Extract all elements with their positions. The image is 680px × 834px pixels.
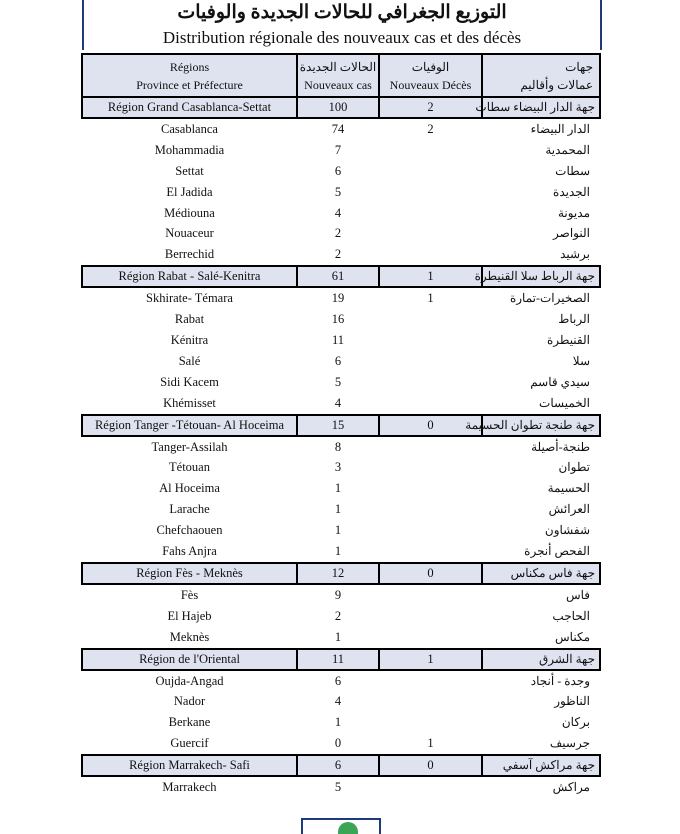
region-cases: 15 <box>297 415 379 436</box>
province-deaths <box>379 584 482 606</box>
province-deaths <box>379 309 482 330</box>
province-name-arabic: الحاجب <box>552 608 590 623</box>
region-name-arabic: جهة مراكش آسفي <box>482 755 600 776</box>
province-name-arabic: الرباط <box>558 312 590 327</box>
province-cases: 11 <box>331 332 345 347</box>
header-new-cases <box>297 54 379 97</box>
province-name: Salé <box>178 353 201 368</box>
province-name-arabic: سطات <box>555 163 590 178</box>
page-title-arabic: التوزيع الجغرافي للحالات الجديدة والوفيات <box>177 2 507 23</box>
province-cases: 7 <box>334 142 342 157</box>
header-regions-line1: Régions <box>169 59 210 74</box>
header-new-deaths-fr: Nouveaux Décès <box>389 77 472 92</box>
province-name-arabic: برشيد <box>560 247 590 262</box>
region-cases: 100 <box>297 97 379 118</box>
province-row <box>82 436 600 458</box>
province-row <box>82 520 600 541</box>
province-row <box>82 478 600 499</box>
province-name: Casablanca <box>161 121 218 136</box>
region-row <box>82 415 600 436</box>
province-name-arabic: مكناس <box>555 629 590 644</box>
province-name: Sidi Kacem <box>160 374 219 389</box>
province-cases: 0 <box>334 736 342 751</box>
province-row <box>82 372 600 393</box>
region-name: Région Marrakech- Safi <box>82 755 297 776</box>
province-cases: 5 <box>334 780 342 795</box>
header-regions <box>82 54 297 97</box>
header-regions-ar-line1: جهات <box>565 59 593 74</box>
province-row <box>82 140 600 161</box>
province-name: Nador <box>173 694 206 709</box>
province-deaths <box>379 203 482 224</box>
province-name: Berrechid <box>164 247 215 262</box>
province-name: Marrakech <box>162 780 217 795</box>
province-name-arabic: جرسيف <box>549 736 590 751</box>
province-name-arabic: الحسيمة <box>547 481 590 496</box>
region-deaths: 2 <box>379 97 482 118</box>
region-deaths: 0 <box>379 415 482 436</box>
province-name: Settat <box>175 163 204 178</box>
province-name-arabic: الدار البيضاء <box>530 121 590 136</box>
province-row <box>82 203 600 224</box>
region-name: Région de l'Oriental <box>82 649 297 670</box>
province-name: Tétouan <box>169 460 210 475</box>
province-name-arabic: الفحص أنجرة <box>524 543 590 558</box>
province-name-arabic: وجدة - أنجاد <box>530 673 590 688</box>
title-box <box>82 0 602 50</box>
province-deaths <box>379 776 482 798</box>
province-row <box>82 330 600 351</box>
province-row <box>82 541 600 563</box>
header-new-cases-fr: Nouveaux cas <box>304 77 372 92</box>
region-row <box>82 97 600 118</box>
province-row <box>82 733 600 755</box>
province-row <box>82 670 600 692</box>
region-name-arabic: جهة فاس مكناس <box>482 563 600 584</box>
province-name: Khémisset <box>163 395 216 410</box>
province-name: Rabat <box>174 312 205 327</box>
region-cases: 11 <box>297 649 379 670</box>
province-name: Mohammadia <box>154 142 225 157</box>
province-deaths <box>379 330 482 351</box>
header-regions-line2: Province et Préfecture <box>136 77 243 92</box>
province-row <box>82 691 600 712</box>
header-regions-arabic <box>482 54 600 97</box>
province-row <box>82 244 600 266</box>
province-name: Nouaceur <box>165 226 214 241</box>
province-row <box>82 584 600 606</box>
province-name-arabic: مديونة <box>557 205 590 220</box>
region-row <box>82 755 600 776</box>
province-cases: 4 <box>334 395 342 410</box>
province-row <box>82 393 600 415</box>
province-name-arabic: الخميسات <box>539 395 590 410</box>
province-name-arabic: القنيطرة <box>546 332 590 347</box>
province-name: Meknès <box>169 629 210 644</box>
province-row <box>82 776 600 798</box>
region-cases: 12 <box>297 563 379 584</box>
region-deaths: 0 <box>379 755 482 776</box>
province-row <box>82 118 600 140</box>
province-name-arabic: طنجة-أصيلة <box>531 439 590 454</box>
province-deaths: 2 <box>427 121 434 136</box>
province-row <box>82 457 600 478</box>
province-row <box>82 712 600 733</box>
province-cases: 1 <box>334 523 342 538</box>
province-cases: 9 <box>334 587 342 602</box>
province-name-arabic: سلا <box>572 353 590 368</box>
province-cases: 5 <box>334 184 342 199</box>
province-deaths <box>379 457 482 478</box>
header-new-deaths <box>379 54 482 97</box>
region-name: Région Grand Casablanca-Settat <box>82 97 297 118</box>
region-cases: 61 <box>297 266 379 287</box>
province-cases: 1 <box>334 715 342 730</box>
province-row <box>82 606 600 627</box>
province-cases: 2 <box>334 247 342 262</box>
region-deaths: 1 <box>379 266 482 287</box>
province-cases: 6 <box>334 163 342 178</box>
province-name-arabic: الجديدة <box>553 184 590 199</box>
province-deaths <box>379 161 482 182</box>
province-name: Berkane <box>168 715 211 730</box>
distribution-table <box>81 53 601 798</box>
region-row <box>82 563 600 584</box>
province-name-arabic: بركان <box>561 715 590 730</box>
province-deaths <box>379 670 482 692</box>
province-deaths <box>379 606 482 627</box>
table-header-row <box>82 54 600 97</box>
province-cases: 6 <box>334 353 342 368</box>
province-deaths <box>379 393 482 415</box>
province-deaths <box>379 351 482 372</box>
province-deaths <box>379 182 482 203</box>
header-regions-ar-line2: عمالات وأقاليم <box>520 77 593 92</box>
province-name-arabic: مراكش <box>552 780 590 795</box>
province-cases: 19 <box>331 291 345 306</box>
province-cases: 74 <box>331 121 345 136</box>
region-deaths: 1 <box>379 649 482 670</box>
province-row <box>82 161 600 182</box>
province-row <box>82 309 600 330</box>
province-cases: 8 <box>334 439 342 454</box>
province-name: Fahs Anjra <box>162 543 217 558</box>
province-cases: 1 <box>334 502 342 517</box>
header-new-deaths-ar: الوفيات <box>411 59 450 74</box>
region-name-arabic: جهة الدار البيضاء سطات <box>482 97 600 118</box>
region-name: Région Fès - Meknès <box>82 563 297 584</box>
province-row <box>82 223 600 244</box>
province-name: Médiouna <box>164 205 215 220</box>
province-cases: 16 <box>331 312 345 327</box>
province-deaths <box>379 541 482 563</box>
province-name-arabic: سيدي قاسم <box>530 374 590 389</box>
province-name: Larache <box>169 502 210 517</box>
page-title-french: Distribution régionale des nouveaux cas et des décès <box>162 28 522 47</box>
province-name: Oujda-Angad <box>155 673 224 688</box>
region-name-arabic: جهة طنجة تطوان الحسيمة <box>482 415 600 436</box>
province-deaths <box>379 627 482 649</box>
region-name-arabic: جهة الشرق <box>482 649 600 670</box>
province-deaths <box>379 140 482 161</box>
region-name-arabic: جهة الرباط سلا القنيطرة <box>482 266 600 287</box>
table-body <box>82 97 600 798</box>
province-cases: 4 <box>334 694 342 709</box>
province-name-arabic: الناظور <box>554 694 590 709</box>
province-name: Chefchaouen <box>156 523 223 538</box>
province-deaths <box>379 499 482 520</box>
province-name-arabic: العرائش <box>548 502 590 517</box>
province-name: Al Hoceima <box>159 481 220 496</box>
province-cases: 4 <box>334 205 342 220</box>
province-cases: 1 <box>334 543 342 558</box>
province-row <box>82 182 600 203</box>
province-row <box>82 499 600 520</box>
province-cases: 2 <box>334 608 342 623</box>
footer-logo <box>301 818 381 834</box>
province-name: Guercif <box>170 736 209 751</box>
header-new-cases-ar: الحالات الجديدة <box>299 59 377 74</box>
province-row <box>82 287 600 309</box>
province-deaths <box>379 436 482 458</box>
province-name: Kénitra <box>170 332 209 347</box>
region-name: Région Tanger -Tétouan- Al Hoceima <box>82 415 297 436</box>
region-row <box>82 649 600 670</box>
province-cases: 5 <box>334 374 342 389</box>
province-name: Tanger-Assilah <box>151 439 228 454</box>
province-cases: 3 <box>334 460 342 475</box>
province-name: Skhirate- Témara <box>146 291 233 306</box>
province-deaths <box>379 478 482 499</box>
province-cases: 1 <box>334 629 342 644</box>
region-name: Région Rabat - Salé-Kenitra <box>82 266 297 287</box>
region-row <box>82 266 600 287</box>
province-deaths <box>379 691 482 712</box>
province-name-arabic: شفشاون <box>544 523 590 538</box>
province-cases: 1 <box>334 481 342 496</box>
province-deaths <box>379 244 482 266</box>
province-deaths: 1 <box>427 291 434 306</box>
province-name: El Jadida <box>166 184 213 199</box>
province-deaths: 1 <box>427 736 434 751</box>
province-cases: 6 <box>334 673 342 688</box>
province-name-arabic: النواصر <box>553 226 590 241</box>
province-deaths <box>379 520 482 541</box>
region-cases: 6 <box>297 755 379 776</box>
province-row <box>82 351 600 372</box>
province-deaths <box>379 223 482 244</box>
province-name-arabic: فاس <box>565 587 590 602</box>
province-name-arabic: تطوان <box>558 460 590 475</box>
province-deaths <box>379 712 482 733</box>
logo-mark-icon <box>338 822 358 834</box>
province-cases: 2 <box>334 226 342 241</box>
province-name-arabic: المحمدية <box>545 142 590 157</box>
province-name-arabic: الصخيرات-تمارة <box>509 291 590 306</box>
province-row <box>82 627 600 649</box>
province-name: Fès <box>180 587 199 602</box>
province-deaths <box>379 372 482 393</box>
region-deaths: 0 <box>379 563 482 584</box>
province-name: El Hajeb <box>167 608 212 623</box>
